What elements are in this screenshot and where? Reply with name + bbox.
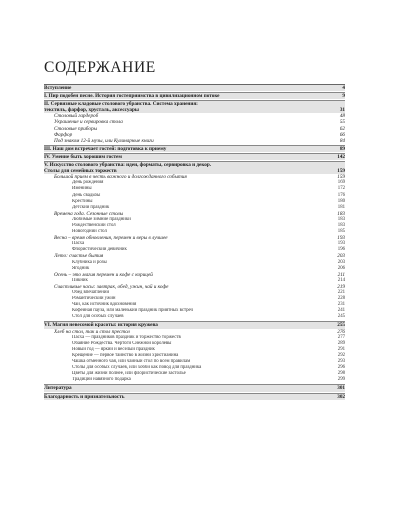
toc-entry-page: 211: [337, 271, 345, 278]
toc-entry-page: 193: [337, 235, 345, 242]
toc-entry-page: 231: [337, 302, 345, 308]
toc-entry-title: Лето: счастье бытия: [54, 253, 104, 260]
toc-entry-title: Фарфор: [54, 131, 73, 138]
toc-entry-title: IV. Умение быть хорошим гостем: [44, 153, 122, 160]
toc-entry-title: Традиции навязного подарка: [72, 377, 131, 383]
toc-entry-title: Столовый гардероб: [54, 113, 99, 120]
toc-entry-title: VI. Магия невесомой красоты: история кружева: [44, 322, 158, 329]
toc-entry-page: 9: [342, 93, 345, 100]
toc-entry-page: 142: [337, 153, 345, 160]
toc-entry-title: Под знаком 12-й музы, или Кулинарные книги: [54, 137, 154, 144]
toc-entry-title: Счастливые часы: завтрак, обед, ужин, чай и кофе: [54, 283, 169, 290]
toc-entry-page: 245: [337, 314, 345, 320]
toc-entry-title: Пикник: [72, 277, 88, 283]
toc-entry-title: Большой прием в честь важного и долгожданного события: [54, 174, 187, 181]
table-of-contents: [44, 84, 345, 400]
toc-entry-page: 221: [337, 290, 345, 295]
toc-entry-title: Чай, как источник вдохновения: [72, 302, 137, 308]
toc-entry-title: Пасха: [72, 241, 85, 247]
toc-entry-page: 183: [337, 222, 345, 228]
toc-entry-page: 214: [337, 277, 345, 283]
page-title: СОДЕРЖАНИЕ: [44, 59, 156, 76]
toc-entry-title: Любимые зимние праздники: [72, 216, 131, 222]
toc-entry-title: День рождения: [72, 180, 104, 186]
toc-entry-title: Хлеб на стол, так и стол престол: [54, 328, 130, 335]
toc-entry-page: 66: [339, 131, 345, 138]
toc-entry-title: Осень – это магия перемен и кофе с корицей: [54, 271, 153, 278]
toc-entry-page: 299: [337, 377, 345, 383]
toc-entry-title: Стол для особых случаев: [72, 314, 124, 320]
toc-entry-page: 289: [337, 340, 345, 346]
toc-entry-title: Новогодний стол: [72, 229, 107, 235]
toc-entry-page: 302: [337, 393, 345, 400]
toc-entry-page: 206: [337, 265, 345, 271]
toc-entry: [44, 145, 345, 152]
toc-entry-page: 296: [337, 365, 345, 371]
toc-entry-title: I. Пир подобен песне. История гостеприимства в цивилизационном потоке: [44, 93, 220, 100]
toc-entry-page: 84: [339, 137, 345, 144]
toc-entry-page: 277: [337, 334, 345, 340]
toc-entry-page: 55: [339, 119, 345, 126]
toc-entry-page: 31: [339, 107, 345, 114]
toc-entry-page: 183: [337, 216, 345, 222]
toc-entry-title: Обаяние Рождества. Чертоги Снежной королевы: [72, 340, 172, 346]
toc-entry-title: Новый год — яркий и веселый праздник: [72, 346, 155, 352]
toc-entry-page: 276: [337, 328, 345, 335]
toc-entry: [44, 321, 345, 328]
toc-entry-title: Обед впечатлений: [72, 290, 110, 295]
toc-entry-page: 203: [337, 253, 345, 260]
toc-entry: [44, 100, 345, 107]
toc-entry-page: 159: [337, 174, 345, 181]
toc-entry-page: 181: [337, 204, 345, 210]
toc-entry-page: 62: [339, 125, 345, 132]
toc-entry-title: Благодарность и признательность: [44, 393, 125, 400]
toc-entry-page: 291: [337, 346, 345, 352]
toc-entry-title: Литература: [44, 385, 72, 392]
toc-entry-title: Цветы для жизни полнее, или флористические застолье: [72, 371, 186, 377]
toc-entry-page: 193: [337, 241, 345, 247]
toc-entry-title: II. Сервизные кладовые столового убранства. Система хранения:: [44, 101, 198, 108]
toc-entry-page: 169: [337, 180, 345, 186]
toc-entry-page: 159: [337, 168, 345, 175]
toc-entry-page: 293: [337, 359, 345, 365]
toc-entry: [44, 85, 345, 91]
toc-entry-page: 196: [337, 247, 345, 253]
toc-entry-title: Пасха — праздников праздник и торжество торжеств: [72, 334, 181, 340]
toc-entry-title: Кофейная пауза, или маленький праздник приятных встреч: [72, 308, 193, 314]
toc-entry-page: 219: [337, 283, 345, 290]
toc-entry: [44, 314, 345, 320]
toc-entry-title: Чашка отменного чая, или чайный стол по всем правилам: [72, 359, 191, 365]
toc-entry-page: 255: [337, 322, 345, 329]
toc-entry: [44, 393, 345, 400]
toc-entry-title: Украшение и сервировка стола: [54, 119, 123, 126]
toc-entry: [44, 153, 345, 160]
toc-entry-title: V. Искусство столового убранства: идеи, форматы, сервировка и декор.: [44, 162, 212, 169]
toc-entry-page: 298: [337, 371, 345, 377]
toc-entry: [44, 384, 345, 391]
toc-entry-page: 241: [337, 308, 345, 314]
toc-entry-page: 301: [337, 385, 345, 392]
toc-entry-page: 180: [337, 198, 345, 204]
toc-entry: [44, 138, 345, 144]
toc-entry-title: Ягодник: [72, 265, 90, 271]
toc-entry-page: 172: [337, 186, 345, 192]
toc-entry-title: Именины: [72, 186, 92, 192]
toc-entry-title: День свадьбы: [72, 192, 101, 198]
toc-entry-title: Столовые приборы: [54, 125, 98, 132]
toc-entry-title: Времена года. Сезонные столы: [54, 210, 124, 217]
toc-entry-title: Детский праздник: [72, 204, 110, 210]
toc-entry-title: Флористический девичник: [72, 247, 127, 253]
toc-entry-title: Весна – время обновления, перемен и веры в лучшее: [54, 235, 168, 242]
toc-entry-page: 185: [337, 229, 345, 235]
toc-entry-page: 228: [337, 296, 345, 302]
toc-entry-page: 183: [337, 210, 345, 217]
toc-entry-page: 203: [337, 259, 345, 265]
toc-entry-title: Столы для семейных торжеств: [44, 168, 117, 175]
toc-entry-title: текстиль, фарфор, хрусталь, аксессуары: [44, 107, 139, 114]
toc-entry-title: Крестины: [72, 198, 93, 204]
toc-entry: [44, 161, 345, 168]
toc-entry: [44, 377, 345, 383]
toc-entry-page: 176: [337, 192, 345, 198]
toc-entry-title: Романтический ужин: [72, 296, 116, 302]
toc-entry-title: Столы для особых случаев, или хобби как повод для праздника: [72, 365, 202, 371]
toc-entry-page: 292: [337, 352, 345, 358]
toc-entry-page: 48: [339, 113, 345, 120]
toc-entry-title: Клубника и розы: [72, 259, 107, 265]
toc-entry: [44, 92, 345, 99]
toc-entry-title: Вступление: [44, 85, 72, 91]
toc-entry-title: Рождественский стол: [72, 222, 116, 228]
toc-entry-title: III. Наш дом встречает гостей: подготовка к приему: [44, 145, 167, 152]
toc-entry-page: 89: [339, 145, 345, 152]
toc-entry-title: Крещение — первое таинство в жизни христианина: [72, 352, 179, 358]
toc-entry-page: 4: [342, 85, 345, 91]
